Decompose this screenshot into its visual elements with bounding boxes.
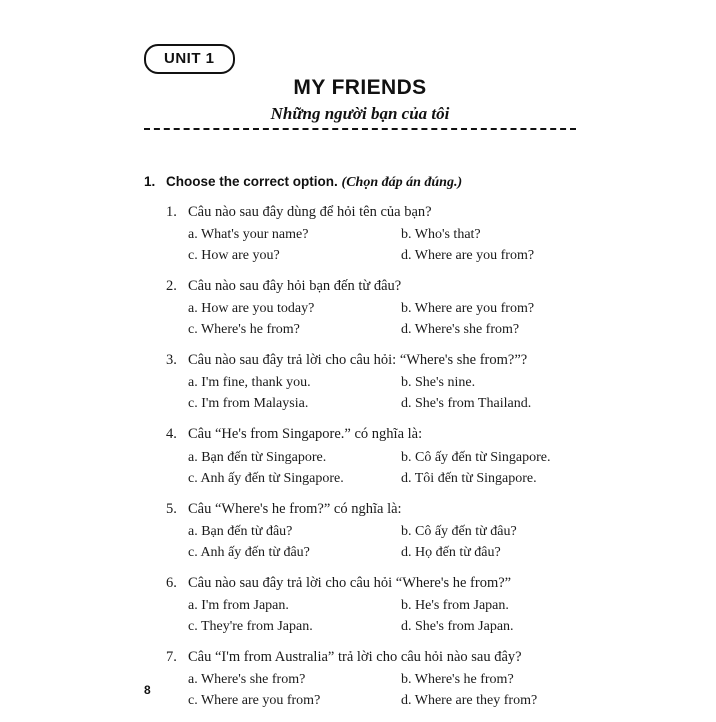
question-number: 1. [166,204,177,220]
question-item [144,277,614,340]
question-text: Câu “I'm from Australia” trả lời cho câu hỏi nào sau đây? [188,648,522,665]
exercise-number: 1. [144,174,156,189]
option-d[interactable]: d. She's from Thailand. [401,396,532,412]
question-text: Câu nào sau đây hỏi bạn đến từ đâu? [188,278,402,295]
option-b[interactable]: b. Who's that? [401,227,481,243]
exercise-heading [144,174,614,191]
option-a[interactable]: a. What's your name? [188,227,309,243]
options-group [188,521,614,563]
option-c[interactable]: c. Anh ấy đến từ Singapore. [188,470,344,486]
options-group [188,595,614,637]
option-c[interactable]: c. Where are you from? [188,692,321,708]
option-c[interactable]: c. Where's he from? [188,322,300,338]
exercise-instruction-vi: (Chọn đáp án đúng.) [341,175,463,190]
options-group [188,669,614,711]
option-c[interactable]: c. Anh ấy đến từ đâu? [188,544,310,560]
question-item [144,203,614,266]
question-number: 5. [166,500,177,517]
question-number: 4. [166,426,177,443]
option-c[interactable]: c. I'm from Malaysia. [188,396,309,412]
option-d[interactable]: d. Where's she from? [401,322,520,338]
question-item [144,351,614,414]
option-d[interactable]: d. Tôi đến từ Singapore. [401,470,537,486]
option-b[interactable]: b. Where's he from? [401,671,514,687]
question-number: 7. [166,648,177,665]
option-b[interactable]: b. Cô ấy đến từ Singapore. [401,449,551,465]
options-group [188,224,614,266]
unit-badge: UNIT 1 [144,44,235,74]
options-group [188,447,614,489]
option-a[interactable]: a. I'm from Japan. [188,597,289,613]
title-block [144,76,576,124]
option-b[interactable]: b. He's from Japan. [401,597,509,613]
question-text: Câu “He's from Singapore.” có nghĩa là: [188,426,423,443]
question-text: Câu “Where's he from?” có nghĩa là: [188,500,402,517]
question-number: 2. [166,278,177,295]
question-text: Câu nào sau đây trả lời cho câu hỏi “Where's he from?” [188,574,512,591]
options-group [188,372,614,414]
option-d[interactable]: d. Where are they from? [401,692,538,708]
question-number: 3. [166,352,177,369]
option-c[interactable]: c. They're from Japan. [188,618,313,634]
exercise-1 [144,174,614,722]
option-a[interactable]: a. Where's she from? [188,671,306,687]
question-item [144,500,614,563]
page-title: MY FRIENDS [293,76,427,99]
option-c[interactable]: c. How are you? [188,248,280,264]
question-text: Câu nào sau đây dùng để hỏi tên của bạn? [188,204,432,220]
option-a[interactable]: a. How are you today? [188,301,315,317]
option-d[interactable]: d. Họ đến từ đâu? [401,544,501,560]
option-a[interactable]: a. Bạn đến từ đâu? [188,523,293,539]
option-a[interactable]: a. I'm fine, thank you. [188,375,311,391]
option-d[interactable]: d. She's from Japan. [401,618,514,634]
page-number: 8 [144,683,151,697]
question-text: Câu nào sau đây trả lời cho câu hỏi: “Where's she from?”? [188,352,528,369]
question-item [144,574,614,637]
question-item [144,648,614,711]
exercise-instruction-en: Choose the correct option. [166,174,338,189]
question-number: 6. [166,574,177,591]
options-group [188,298,614,340]
option-d[interactable]: d. Where are you from? [401,248,535,264]
option-b[interactable]: b. She's nine. [401,375,476,391]
option-a[interactable]: a. Bạn đến từ Singapore. [188,449,327,465]
dashed-divider [144,128,576,130]
option-b[interactable]: b. Cô ấy đến từ đâu? [401,523,517,539]
question-item [144,425,614,488]
option-b[interactable]: b. Where are you from? [401,301,535,317]
page-subtitle: Những người bạn của tôi [270,104,450,123]
